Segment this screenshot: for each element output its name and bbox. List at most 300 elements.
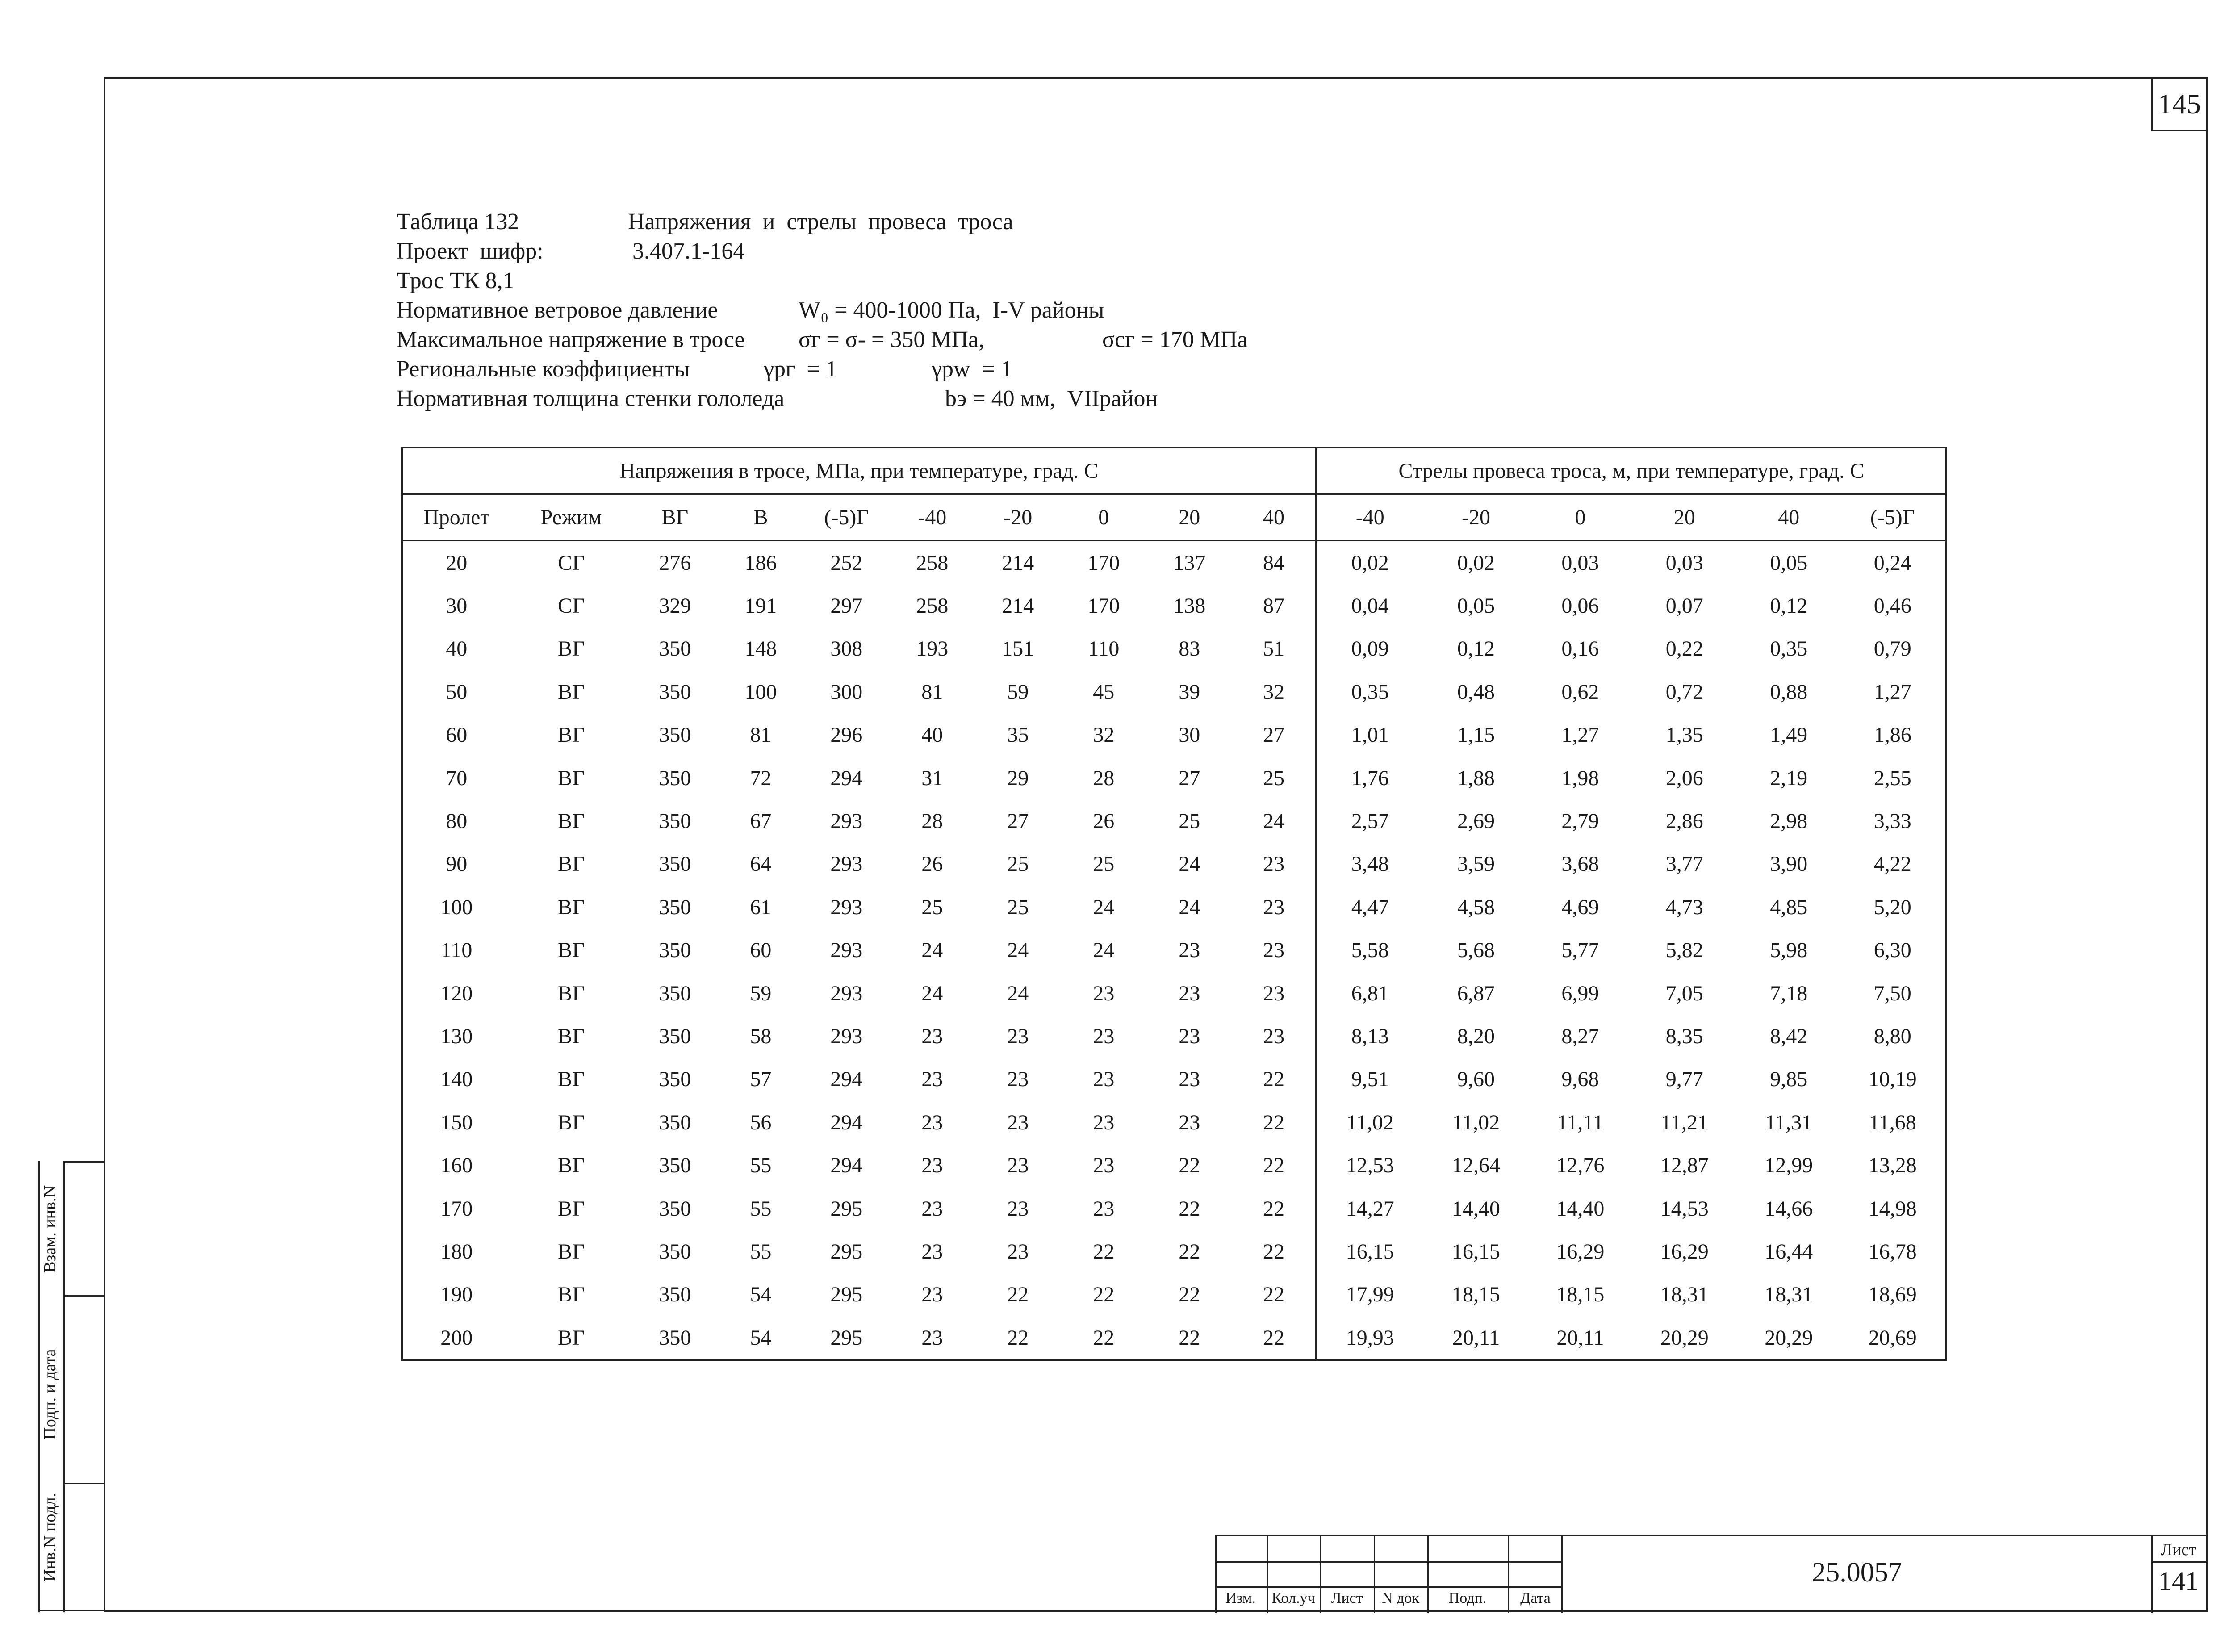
table-cell: 80 bbox=[446, 809, 468, 833]
table-cell: 5,68 bbox=[1457, 938, 1495, 962]
table-cell: 4,22 bbox=[1873, 852, 1911, 876]
table-cell: 22 bbox=[1093, 1239, 1115, 1263]
table-caption-line bbox=[397, 207, 1248, 237]
table-cell: 7,05 bbox=[1665, 981, 1703, 1005]
table-cell: 0,62 bbox=[1561, 680, 1599, 704]
table-cell: 2,55 bbox=[1873, 766, 1911, 790]
table-cell: 35 bbox=[1007, 723, 1029, 747]
table-cell: 40 bbox=[921, 723, 943, 747]
column-header: В bbox=[718, 494, 803, 540]
table-cell: 110 bbox=[1088, 637, 1120, 661]
column-header: 40 bbox=[1232, 494, 1316, 540]
stamp-label-list: Лист bbox=[1331, 1590, 1363, 1606]
table-cell: 13,28 bbox=[1868, 1154, 1917, 1178]
table-cell: 350 bbox=[659, 1326, 691, 1350]
table-cell: 2,19 bbox=[1770, 766, 1808, 790]
table-cell: 16,29 bbox=[1556, 1239, 1605, 1263]
table-cell: 24 bbox=[1093, 938, 1115, 962]
table-cell: 350 bbox=[659, 1024, 691, 1048]
table-cell: 51 bbox=[1263, 637, 1284, 661]
table-cell: 2,79 bbox=[1561, 809, 1599, 833]
ice-value: bэ = 40 мм, VIIрайон bbox=[945, 386, 1158, 411]
table-row bbox=[402, 540, 1946, 584]
table-cell: 27 bbox=[1007, 809, 1029, 833]
table-cell: 22 bbox=[1263, 1239, 1284, 1263]
table-cell: 9,85 bbox=[1770, 1067, 1808, 1092]
table-cell: 2,98 bbox=[1770, 809, 1808, 833]
table-cell: 40 bbox=[446, 637, 468, 661]
table-cell: ВГ bbox=[558, 1024, 585, 1048]
table-cell: 14,66 bbox=[1765, 1196, 1813, 1221]
table-row bbox=[402, 584, 1946, 627]
table-cell: 23 bbox=[1007, 1154, 1029, 1178]
table-cell: 10,19 bbox=[1868, 1067, 1917, 1092]
table-cell: 0,46 bbox=[1873, 594, 1911, 618]
table-cell: 20 bbox=[446, 551, 468, 575]
table-row bbox=[402, 1015, 1946, 1058]
table-cell: 11,11 bbox=[1557, 1110, 1604, 1134]
maxstress-line bbox=[397, 325, 1248, 355]
table-cell: 8,20 bbox=[1457, 1024, 1495, 1048]
table-cell: 0,12 bbox=[1770, 594, 1808, 618]
table-cell: 258 bbox=[916, 551, 949, 575]
table-cell: 3,68 bbox=[1561, 852, 1599, 876]
table-cell: 22 bbox=[1179, 1326, 1200, 1350]
table-cell: ВГ bbox=[558, 766, 585, 790]
sheet-label: Лист bbox=[2161, 1540, 2196, 1559]
table-cell: 0,35 bbox=[1770, 637, 1808, 661]
table-cell: 1,01 bbox=[1316, 714, 1422, 757]
project-line bbox=[397, 237, 1248, 266]
table-cell: 57 bbox=[750, 1067, 772, 1092]
column-header: (-5)Г bbox=[1840, 494, 1946, 540]
table-cell: 12,87 bbox=[1660, 1154, 1709, 1178]
wind-line bbox=[397, 296, 1248, 325]
column-header: -40 bbox=[889, 494, 975, 540]
table-cell: 45 bbox=[1093, 680, 1115, 704]
table-cell: 14,40 bbox=[1451, 1196, 1500, 1221]
table-cell: 3,48 bbox=[1316, 843, 1422, 886]
stamp-label-izm: Изм. bbox=[1225, 1590, 1256, 1606]
table-cell: 22 bbox=[1007, 1326, 1029, 1350]
table-cell: 14,53 bbox=[1660, 1196, 1709, 1221]
table-cell: ВГ bbox=[558, 981, 585, 1005]
table-cell: 0,04 bbox=[1316, 584, 1422, 627]
table-cell: 28 bbox=[921, 809, 943, 833]
table-cell: 6,30 bbox=[1873, 938, 1911, 962]
table-cell: 190 bbox=[440, 1283, 473, 1307]
table-cell: 6,81 bbox=[1316, 972, 1422, 1015]
table-row bbox=[402, 886, 1946, 928]
table-cell: 7,50 bbox=[1873, 981, 1911, 1005]
table-cell: 12,53 bbox=[1316, 1144, 1422, 1187]
margin-label-podp: Подп. и дата bbox=[41, 1349, 59, 1440]
table-cell: 350 bbox=[659, 766, 691, 790]
table-cell: 3,90 bbox=[1770, 852, 1808, 876]
table-cell: 23 bbox=[1093, 1110, 1115, 1134]
table-cell: 23 bbox=[1263, 895, 1284, 919]
column-header: Режим bbox=[510, 494, 632, 540]
stamp-label-data: Дата bbox=[1520, 1590, 1551, 1606]
table-cell: 18,15 bbox=[1451, 1283, 1500, 1307]
table-cell: 0,16 bbox=[1561, 637, 1599, 661]
table-cell: 130 bbox=[440, 1024, 473, 1048]
table-cell: ВГ bbox=[558, 1110, 585, 1134]
table-cell: 20,29 bbox=[1765, 1326, 1813, 1350]
table-cell: 23 bbox=[1007, 1196, 1029, 1221]
table-cell: 26 bbox=[1093, 809, 1115, 833]
table-row bbox=[402, 929, 1946, 972]
table-cell: 24 bbox=[1263, 809, 1284, 833]
table-cell: 22 bbox=[1263, 1110, 1284, 1134]
table-cell: 20,29 bbox=[1660, 1326, 1709, 1350]
regional-value1: γpг = 1 bbox=[764, 356, 837, 382]
table-cell: 54 bbox=[750, 1326, 772, 1350]
table-cell: 22 bbox=[1179, 1196, 1200, 1221]
table-cell: 180 bbox=[440, 1239, 473, 1263]
table-cell: ВГ bbox=[558, 1239, 585, 1263]
table-cell: 25 bbox=[1007, 852, 1029, 876]
table-row bbox=[402, 1058, 1946, 1101]
table-cell: 16,29 bbox=[1660, 1239, 1709, 1263]
table-cell: 5,58 bbox=[1316, 929, 1422, 972]
table-cell: 64 bbox=[750, 852, 772, 876]
column-header: -20 bbox=[975, 494, 1061, 540]
table-cell: 2,06 bbox=[1665, 766, 1703, 790]
table-cell: 350 bbox=[659, 637, 691, 661]
table-cell: 14,27 bbox=[1316, 1187, 1422, 1230]
table-cell: 3,59 bbox=[1457, 852, 1495, 876]
table-cell: 294 bbox=[830, 1110, 863, 1134]
table-cell: ВГ bbox=[558, 1154, 585, 1178]
table-cell: 350 bbox=[659, 981, 691, 1005]
table-cell: 0,02 bbox=[1316, 540, 1422, 584]
column-header: 0 bbox=[1529, 494, 1631, 540]
table-cell: 23 bbox=[921, 1024, 943, 1048]
table-cell: 0,24 bbox=[1873, 551, 1911, 575]
table-row bbox=[402, 972, 1946, 1015]
cable-line: Трос ТК 8,1 bbox=[397, 268, 514, 293]
table-cell: 150 bbox=[440, 1110, 473, 1134]
table-cell: 0,05 bbox=[1457, 594, 1495, 618]
table-cell: ВГ bbox=[558, 680, 585, 704]
table-cell: 1,27 bbox=[1873, 680, 1911, 704]
margin-label-inv: Инв.N подл. bbox=[41, 1493, 59, 1582]
table-cell: 0,06 bbox=[1561, 594, 1599, 618]
table-cell: 0,88 bbox=[1770, 680, 1808, 704]
table-cell: 24 bbox=[1179, 895, 1200, 919]
table-cell: 54 bbox=[750, 1283, 772, 1307]
table-cell: 9,60 bbox=[1457, 1067, 1495, 1092]
table-cell: 110 bbox=[441, 938, 473, 962]
table-cell: 81 bbox=[921, 680, 943, 704]
table-cell: 6,99 bbox=[1561, 981, 1599, 1005]
table-cell: 26 bbox=[921, 852, 943, 876]
table-cell: 23 bbox=[921, 1326, 943, 1350]
table-cell: 3,77 bbox=[1665, 852, 1703, 876]
table-title: Напряжения и стрелы провеса троса bbox=[628, 209, 1013, 234]
table-cell: 39 bbox=[1179, 680, 1200, 704]
table-cell: 20,11 bbox=[1556, 1326, 1604, 1350]
table-cell: 296 bbox=[830, 723, 863, 747]
table-cell: 252 bbox=[830, 551, 863, 575]
table-cell: 1,15 bbox=[1457, 723, 1495, 747]
table-cell: 308 bbox=[830, 637, 863, 661]
table-cell: 293 bbox=[830, 938, 863, 962]
table-cell: 22 bbox=[1263, 1326, 1284, 1350]
table-cell: 22 bbox=[1263, 1154, 1284, 1178]
table-cell: 22 bbox=[1093, 1326, 1115, 1350]
table-cell: 350 bbox=[659, 1283, 691, 1307]
column-header: 20 bbox=[1146, 494, 1232, 540]
table-cell: 293 bbox=[830, 981, 863, 1005]
table-cell: 11,02 bbox=[1316, 1101, 1422, 1144]
table-cell: 350 bbox=[659, 680, 691, 704]
table-cell: 83 bbox=[1179, 637, 1200, 661]
stamp-label-ndok: N док bbox=[1382, 1590, 1419, 1606]
table-cell: 1,88 bbox=[1457, 766, 1495, 790]
table-cell: 160 bbox=[440, 1154, 473, 1178]
table-cell: 25 bbox=[1093, 852, 1115, 876]
table-cell: ВГ bbox=[558, 852, 585, 876]
table-cell: 5,20 bbox=[1873, 895, 1911, 919]
table-cell: 1,27 bbox=[1561, 723, 1599, 747]
project-label: Проект шифр: bbox=[397, 238, 544, 264]
table-cell: 12,64 bbox=[1451, 1154, 1500, 1178]
table-cell: 56 bbox=[750, 1110, 772, 1134]
table-cell: 0,07 bbox=[1665, 594, 1703, 618]
table-cell: 32 bbox=[1093, 723, 1115, 747]
table-cell: СГ bbox=[558, 551, 585, 575]
table-cell: ВГ bbox=[558, 637, 585, 661]
table-cell: 4,85 bbox=[1770, 895, 1808, 919]
table-cell: 0,05 bbox=[1770, 551, 1808, 575]
table-cell: 28 bbox=[1093, 766, 1115, 790]
column-header-row bbox=[402, 494, 1946, 540]
table-cell: 16,44 bbox=[1765, 1239, 1813, 1263]
table-cell: 0,48 bbox=[1457, 680, 1495, 704]
table-cell: 5,82 bbox=[1665, 938, 1703, 962]
table-cell: 7,18 bbox=[1770, 981, 1808, 1005]
column-header: Пролет bbox=[402, 494, 510, 540]
table-cell: 9,77 bbox=[1665, 1067, 1703, 1092]
document-code: 25.0057 bbox=[1812, 1557, 1902, 1588]
table-cell: 23 bbox=[1007, 1067, 1029, 1092]
table-cell: 11,21 bbox=[1660, 1110, 1708, 1134]
wind-label: Нормативное ветровое давление bbox=[397, 297, 718, 323]
table-cell: 72 bbox=[750, 766, 772, 790]
table-cell: 23 bbox=[1179, 1024, 1200, 1048]
margin-label-vzam: Взам. инв.N bbox=[41, 1185, 59, 1273]
table-cell: 0,22 bbox=[1665, 637, 1703, 661]
table-label: Таблица 132 bbox=[397, 209, 519, 234]
table-cell: 4,47 bbox=[1316, 886, 1422, 928]
table-cell: 0,72 bbox=[1665, 680, 1703, 704]
table-cell: 193 bbox=[916, 637, 949, 661]
table-cell: 61 bbox=[750, 895, 772, 919]
table-cell: ВГ bbox=[558, 1067, 585, 1092]
table-cell: 50 bbox=[446, 680, 468, 704]
table-cell: 5,77 bbox=[1561, 938, 1599, 962]
column-header: 0 bbox=[1061, 494, 1146, 540]
table-cell: 100 bbox=[744, 680, 777, 704]
table-cell: 1,76 bbox=[1316, 757, 1422, 799]
table-cell: 87 bbox=[1263, 594, 1284, 618]
table-cell: 0,35 bbox=[1316, 670, 1422, 713]
table-cell: 138 bbox=[1173, 594, 1206, 618]
table-cell: 170 bbox=[1087, 594, 1120, 618]
table-cell: 19,93 bbox=[1316, 1316, 1422, 1360]
table-cell: 200 bbox=[440, 1326, 473, 1350]
table-cell: 8,13 bbox=[1316, 1015, 1422, 1058]
column-header: ВГ bbox=[632, 494, 718, 540]
table-cell: 12,99 bbox=[1765, 1154, 1813, 1178]
wind-value: W₀ = 400-1000 Па, I-V районы bbox=[799, 297, 1104, 323]
table-cell: 16,15 bbox=[1451, 1239, 1500, 1263]
table-row bbox=[402, 1101, 1946, 1144]
table-cell: 350 bbox=[659, 895, 691, 919]
table-row bbox=[402, 1230, 1946, 1273]
table-cell: 25 bbox=[921, 895, 943, 919]
table-cell: 23 bbox=[1007, 1024, 1029, 1048]
table-cell: 55 bbox=[750, 1154, 772, 1178]
regional-line bbox=[397, 355, 1248, 384]
table-cell: 22 bbox=[1263, 1196, 1284, 1221]
table-cell: 25 bbox=[1179, 809, 1200, 833]
table-cell: ВГ bbox=[558, 723, 585, 747]
table-cell: 350 bbox=[659, 1154, 691, 1178]
page-number: 145 bbox=[2158, 88, 2201, 120]
table-cell: 22 bbox=[1263, 1067, 1284, 1092]
table-cell: ВГ bbox=[558, 1196, 585, 1221]
table-cell: 58 bbox=[750, 1024, 772, 1048]
table-cell: 84 bbox=[1263, 551, 1284, 575]
table-cell: 59 bbox=[1007, 680, 1029, 704]
table-cell: 329 bbox=[659, 594, 691, 618]
table-cell: ВГ bbox=[558, 809, 585, 833]
table-cell: 350 bbox=[659, 723, 691, 747]
table-cell: 23 bbox=[1007, 1110, 1029, 1134]
table-cell: 24 bbox=[921, 981, 943, 1005]
table-cell: 23 bbox=[1263, 1024, 1284, 1048]
table-cell: 293 bbox=[830, 809, 863, 833]
table-cell: 350 bbox=[659, 938, 691, 962]
stamp-label-koluch: Кол.уч bbox=[1271, 1590, 1315, 1606]
table-cell: 23 bbox=[1093, 1154, 1115, 1178]
regional-value2: γpw = 1 bbox=[932, 356, 1012, 382]
table-cell: 137 bbox=[1173, 551, 1206, 575]
table-cell: 186 bbox=[744, 551, 777, 575]
table-cell: 70 bbox=[446, 766, 468, 790]
table-cell: 22 bbox=[1007, 1283, 1029, 1307]
table-cell: СГ bbox=[558, 594, 585, 618]
table-cell: 8,35 bbox=[1665, 1024, 1703, 1048]
table-cell: 8,27 bbox=[1561, 1024, 1599, 1048]
table-row bbox=[402, 714, 1946, 757]
table-cell: 2,86 bbox=[1665, 809, 1703, 833]
table-row bbox=[402, 1187, 1946, 1230]
regional-label: Региональные коэффициенты bbox=[397, 356, 690, 382]
table-cell: 90 bbox=[446, 852, 468, 876]
table-cell: 23 bbox=[1263, 938, 1284, 962]
column-header: 20 bbox=[1631, 494, 1738, 540]
table-cell: 214 bbox=[1002, 551, 1034, 575]
table-cell: 23 bbox=[1179, 1067, 1200, 1092]
table-cell: 25 bbox=[1007, 895, 1029, 919]
table-cell: 14,98 bbox=[1868, 1196, 1917, 1221]
ice-label: Нормативная толщина стенки гололеда bbox=[397, 386, 785, 411]
table-cell: 1,98 bbox=[1561, 766, 1599, 790]
table-cell: 23 bbox=[921, 1239, 943, 1263]
table-cell: 0,79 bbox=[1873, 637, 1911, 661]
table-cell: 9,51 bbox=[1316, 1058, 1422, 1101]
table-body bbox=[402, 540, 1946, 1360]
table-cell: 24 bbox=[1007, 981, 1029, 1005]
table-cell: 148 bbox=[744, 637, 777, 661]
table-cell: ВГ bbox=[558, 938, 585, 962]
table-row bbox=[402, 627, 1946, 670]
table-cell: 23 bbox=[1263, 852, 1284, 876]
table-cell: 350 bbox=[659, 1196, 691, 1221]
table-cell: 350 bbox=[659, 1239, 691, 1263]
table-cell: 170 bbox=[440, 1196, 473, 1221]
table-cell: 16,78 bbox=[1868, 1239, 1917, 1263]
table-cell: 30 bbox=[1179, 723, 1200, 747]
group-header-stress: Напряжения в тросе, МПа, при температуре, град. С bbox=[402, 448, 1316, 494]
maxstress-value1: σг = σ- = 350 МПа, bbox=[799, 327, 985, 352]
maxstress-label: Максимальное напряжение в тросе bbox=[397, 327, 745, 352]
table-cell: 22 bbox=[1179, 1283, 1200, 1307]
table-cell: 81 bbox=[750, 723, 772, 747]
table-cell: 8,42 bbox=[1770, 1024, 1808, 1048]
table-cell: 25 bbox=[1263, 766, 1284, 790]
table-row bbox=[402, 1316, 1946, 1360]
table-row bbox=[402, 757, 1946, 799]
title-block bbox=[1215, 1535, 2206, 1613]
table-cell: 258 bbox=[916, 594, 949, 618]
column-header: 40 bbox=[1738, 494, 1840, 540]
table-cell: 23 bbox=[1179, 981, 1200, 1005]
table-cell: 0,02 bbox=[1457, 551, 1495, 575]
table-cell: 17,99 bbox=[1316, 1273, 1422, 1316]
table-cell: 23 bbox=[921, 1154, 943, 1178]
stress-sag-table bbox=[401, 447, 1947, 1361]
table-cell: 27 bbox=[1263, 723, 1284, 747]
table-cell: 1,49 bbox=[1770, 723, 1808, 747]
table-cell: 23 bbox=[1093, 1067, 1115, 1092]
table-cell: 32 bbox=[1263, 680, 1284, 704]
table-cell: 24 bbox=[1179, 852, 1200, 876]
table-cell: 14,40 bbox=[1556, 1196, 1605, 1221]
table-cell: 4,69 bbox=[1561, 895, 1599, 919]
table-cell: 24 bbox=[921, 938, 943, 962]
table-cell: ВГ bbox=[558, 895, 585, 919]
table-cell: 23 bbox=[1179, 1110, 1200, 1134]
table-cell: 23 bbox=[1007, 1239, 1029, 1263]
table-cell: 23 bbox=[921, 1283, 943, 1307]
table-cell: 4,58 bbox=[1457, 895, 1495, 919]
table-cell: 23 bbox=[921, 1067, 943, 1092]
table-cell: ВГ bbox=[558, 1283, 585, 1307]
table-cell: 0,03 bbox=[1665, 551, 1703, 575]
table-cell: 297 bbox=[830, 594, 863, 618]
stamp-label-podp: Подп. bbox=[1448, 1590, 1487, 1606]
header-block bbox=[397, 207, 1248, 414]
table-cell: 67 bbox=[750, 809, 772, 833]
table-cell: 300 bbox=[830, 680, 863, 704]
table-cell: 59 bbox=[750, 981, 772, 1005]
table-row bbox=[402, 843, 1946, 886]
